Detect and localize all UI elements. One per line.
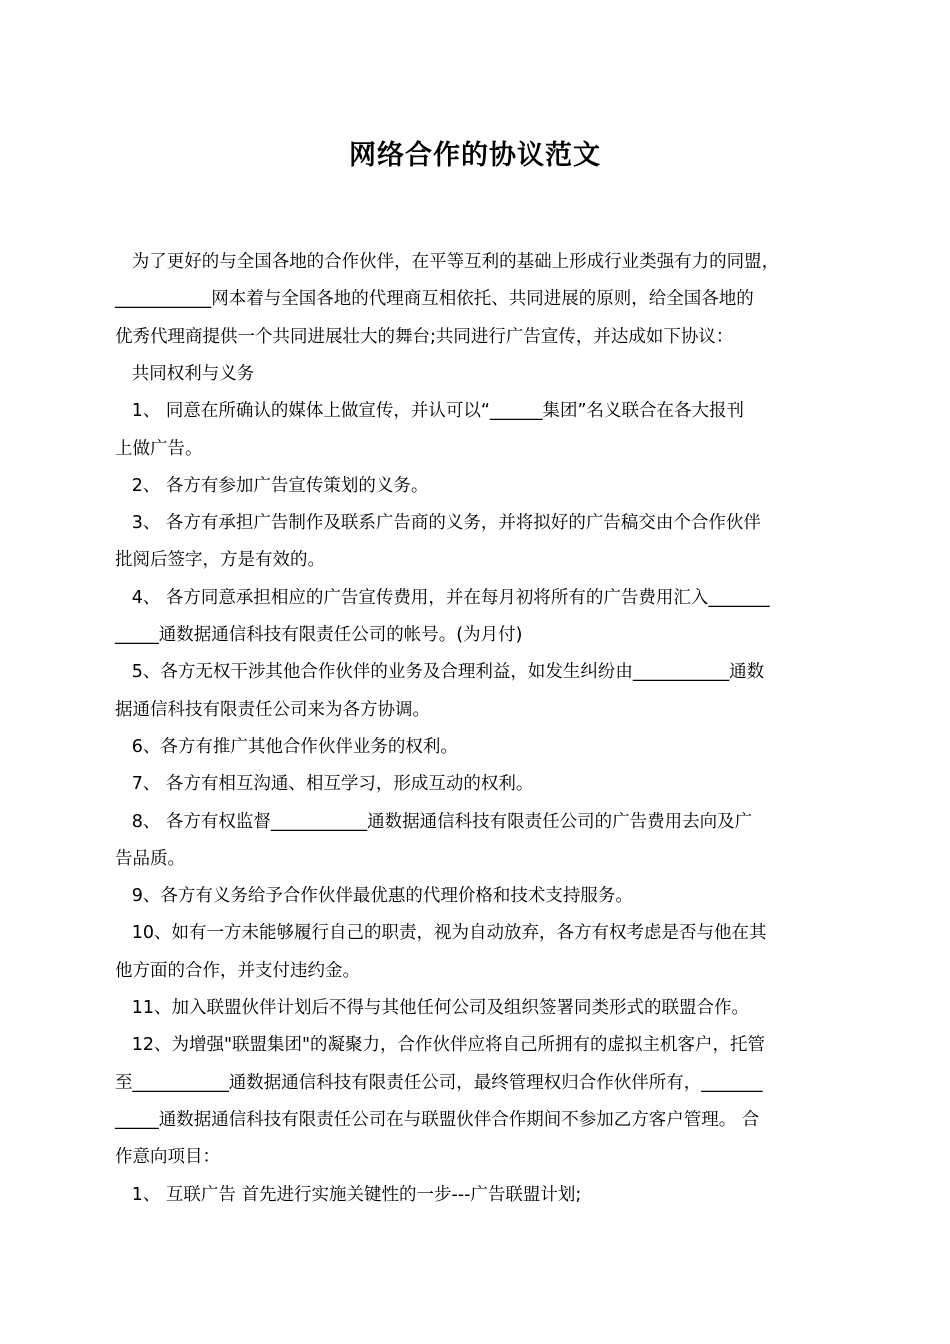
document-line: 告品质。	[115, 848, 185, 869]
document-line: 11、加入联盟伙伴计划后不得与其他任何公司及组织签署同类形式的联盟合作。	[115, 998, 749, 1018]
document-line: 10、如有一方未能够履行自己的职责，视为自动放弃，各方有权考虑是否与他在其	[115, 923, 767, 944]
document-line: 7、 各方有相互沟通、相互学习，形成互动的权利。	[115, 774, 534, 795]
document-line: 批阅后签字，方是有效的。	[115, 550, 325, 571]
document-line: 4、 各方同意承担相应的广告宣传费用，并在每月初将所有的广告费用汇入_______	[115, 587, 770, 608]
document-line: 1、 同意在所确认的媒体上做宣传，并认可以“______集团”名义联合在各大报刊	[115, 401, 745, 422]
document-line: 2、 各方有参加广告宣传策划的义务。	[115, 475, 429, 496]
document-line: ___________网本着与全国各地的代理商互相依托、共同进展的原则，给全国各地的	[115, 289, 754, 310]
document-line: 他方面的合作，并支付违约金。	[115, 960, 360, 981]
document-line: 9、各方有义务给予合作伙伴最优惠的代理价格和技术支持服务。	[115, 886, 633, 907]
document-line: 据通信科技有限责任公司来为各方协调。	[115, 699, 430, 720]
document-line: 5、各方无权干涉其他合作伙伴的业务及合理利益，如发生纠纷由___________通数	[115, 662, 765, 683]
document-line: 至___________通数据通信科技有限责任公司，最终管理权归合作伙伴所有，_______	[115, 1072, 763, 1093]
document-line: 6、各方有推广其他合作伙伴业务的权利。	[115, 736, 458, 757]
document-line: 为了更好的与全国各地的合作伙伴，在平等互利的基础上形成行业类强有力的同盟，	[115, 252, 780, 272]
document-line: 3、 各方有承担广告制作及联系广告商的义务，并将拟好的广告稿交由个合作伙伴	[115, 513, 761, 534]
document-line: _____通数据通信科技有限责任公司在与联盟伙伴合作期间不参加乙方客户管理。 合	[115, 1109, 760, 1130]
document-line: 优秀代理商提供一个共同进展壮大的舞台;共同进行广告宣传，并达成如下协议：	[115, 326, 734, 347]
document-title: 网络合作的协议范文	[349, 140, 601, 171]
document-line: 1、 互联广告 首先进行实施关键性的一步---广告联盟计划;	[115, 1184, 582, 1205]
document-line: _____通数据通信科技有限责任公司的帐号。(为月付)	[115, 625, 523, 645]
document-line: 12、为增强"联盟集团"的凝聚力，合作伙伴应将自己所拥有的虚拟主机客户，托管	[115, 1035, 766, 1056]
document-line: 作意向项目：	[115, 1147, 220, 1168]
document-line: 上做广告。	[115, 438, 203, 459]
document-line: 共同权利与义务	[115, 363, 255, 384]
document-line: 8、 各方有权监督___________通数据通信科技有限责任公司的广告费用去向及广	[115, 811, 753, 832]
